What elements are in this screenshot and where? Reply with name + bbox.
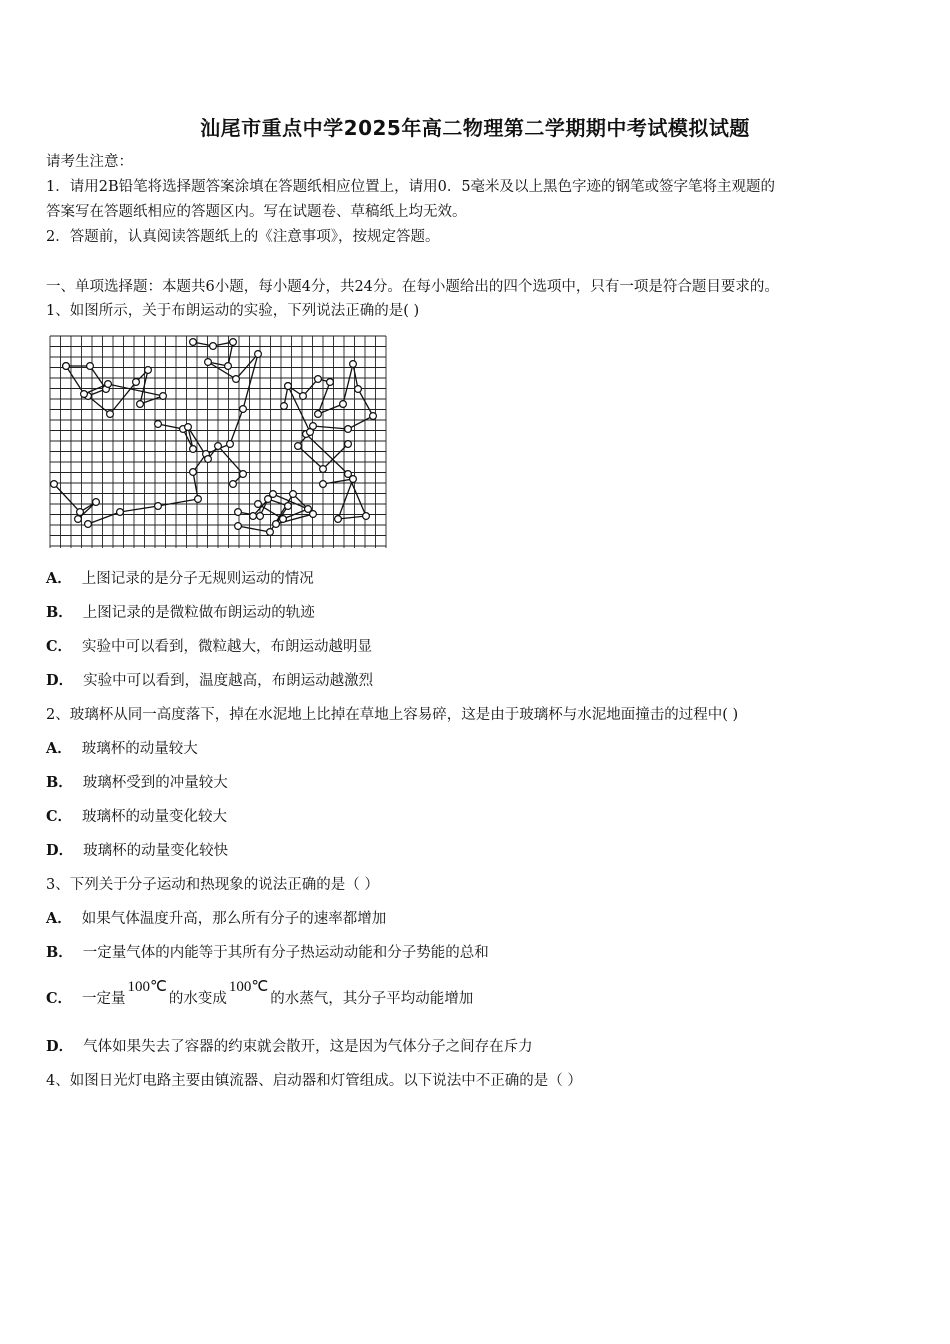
particle-position [63, 363, 70, 370]
particle-position [305, 506, 312, 513]
section-1-heading: 一、单项选择题：本题共6小题，每小题4分，共24分。在每小题给出的四个选项中，只有一项是符合题目要求的。 [46, 279, 779, 295]
particle-position [267, 529, 274, 536]
particle-position [85, 521, 92, 528]
particle-position [235, 523, 242, 530]
particle-position [93, 499, 100, 506]
particle-position [280, 516, 287, 523]
particle-position [315, 376, 322, 383]
particle-position [370, 413, 377, 420]
particle-position [137, 401, 144, 408]
particle-position [285, 383, 292, 390]
notice-heading: 请考生注意： [46, 154, 133, 170]
particle-position [290, 491, 297, 498]
trajectory-path [88, 342, 258, 524]
question-1-option-d: D． 实验中可以看到，温度越高，布朗运动越激烈 [46, 672, 374, 689]
particle-position [205, 456, 212, 463]
particle-positions [51, 339, 377, 536]
particle-position [327, 379, 334, 386]
particle-position [307, 429, 314, 436]
particle-position [190, 446, 197, 453]
question-2-option-b: B． 玻璃杯受到的冲量较大 [46, 774, 228, 791]
particle-position [345, 441, 352, 448]
particle-position [345, 426, 352, 433]
particle-trajectory [54, 342, 373, 532]
question-1-option-a: A． 上图记录的是分子无规则运动的情况 [46, 570, 314, 587]
particle-position [205, 359, 212, 366]
particle-position [230, 339, 237, 346]
particle-position [225, 363, 232, 370]
particle-position [350, 361, 357, 368]
particle-position [320, 466, 327, 473]
question-3-option-d: D． 气体如果失去了容器的约束就会散开，这是因为气体分子之间存在斥力 [46, 1038, 533, 1055]
question-2-stem: 2、玻璃杯从同一高度落下，掉在水泥地上比掉在草地上容易碎，这是由于玻璃杯与水泥地面撞击的过程中( ) [46, 707, 739, 723]
particle-position [190, 339, 197, 346]
particle-position [340, 401, 347, 408]
particle-position [210, 343, 217, 350]
particle-position [81, 391, 88, 398]
particle-position [105, 381, 112, 388]
particle-position [195, 496, 202, 503]
particle-position [285, 503, 292, 510]
particle-position [215, 443, 222, 450]
particle-position [160, 393, 167, 400]
question-1-option-c: C． 实验中可以看到，微粒越大，布朗运动越明显 [46, 638, 373, 655]
particle-position [363, 513, 370, 520]
question-3-option-a: A． 如果气体温度升高，那么所有分子的速率都增加 [46, 910, 387, 927]
particle-position [133, 379, 140, 386]
particle-position [255, 351, 262, 358]
particle-position [355, 386, 362, 393]
question-1-stem: 1、如图所示，关于布朗运动的实验，下列说法正确的是( ) [46, 303, 420, 319]
particle-position [155, 503, 162, 510]
particle-position [250, 513, 257, 520]
particle-position [240, 471, 247, 478]
particle-position [255, 501, 262, 508]
particle-position [235, 509, 242, 516]
question-1-option-b: B． 上图记录的是微粒做布朗运动的轨迹 [46, 604, 315, 621]
trajectory-path [158, 424, 243, 484]
notice-item-2: 2．答题前，认真阅读答题纸上的《注意事项》，按规定答题。 [46, 229, 440, 245]
particle-position [117, 509, 124, 516]
question-3-stem: 3、下列关于分子运动和热现象的说法正确的是（ ） [46, 877, 379, 893]
particle-position [87, 363, 94, 370]
particle-position [75, 516, 82, 523]
particle-position [227, 441, 234, 448]
temperature-value: 100℃ [228, 979, 269, 995]
temperature-value: 100℃ [127, 979, 167, 995]
particle-position [300, 393, 307, 400]
particle-position [51, 481, 58, 488]
particle-position [185, 424, 192, 431]
page-title: 汕尾市重点中学2025年高二物理第二学期期中考试模拟试题 [200, 116, 750, 140]
particle-position [230, 481, 237, 488]
particle-position [281, 403, 288, 410]
particle-position [335, 516, 342, 523]
particle-position [233, 376, 240, 383]
particle-position [190, 469, 197, 476]
particle-position [320, 481, 327, 488]
question-2-option-d: D． 玻璃杯的动量变化较快 [46, 842, 229, 859]
particle-position [145, 367, 152, 374]
particle-position [155, 421, 162, 428]
particle-position [257, 513, 264, 520]
question-4-stem: 4、如图日光灯电路主要由镇流器、启动器和灯管组成。以下说法中不正确的是（ ） [46, 1073, 582, 1089]
notice-item-1-line-1: 1．请用2B铅笔将选择题答案涂填在答题纸相应位置上，请用0．5毫米及以上黑色字迹的钢笔或签字笔将主观题的 [46, 179, 776, 195]
question-3-option-b: B． 一定量气体的内能等于其所有分子热运动动能和分子势能的总和 [46, 944, 489, 961]
particle-position [107, 411, 114, 418]
particle-position [270, 491, 277, 498]
particle-position [295, 443, 302, 450]
brownian-motion-figure [48, 334, 388, 550]
particle-position [273, 521, 280, 528]
particle-position [240, 406, 247, 413]
particle-position [77, 509, 84, 516]
particle-position [350, 476, 357, 483]
notice-item-1-line-2: 答案写在答题纸相应的答题区内。写在试题卷、草稿纸上均无效。 [46, 204, 467, 220]
question-2-option-a: A． 玻璃杯的动量较大 [46, 740, 198, 757]
particle-position [315, 411, 322, 418]
question-2-option-c: C． 玻璃杯的动量变化较大 [46, 808, 228, 825]
question-3-option-c: C． 一定量100℃的水变成100℃的水蒸气，其分子平均动能增加 [46, 979, 474, 1007]
